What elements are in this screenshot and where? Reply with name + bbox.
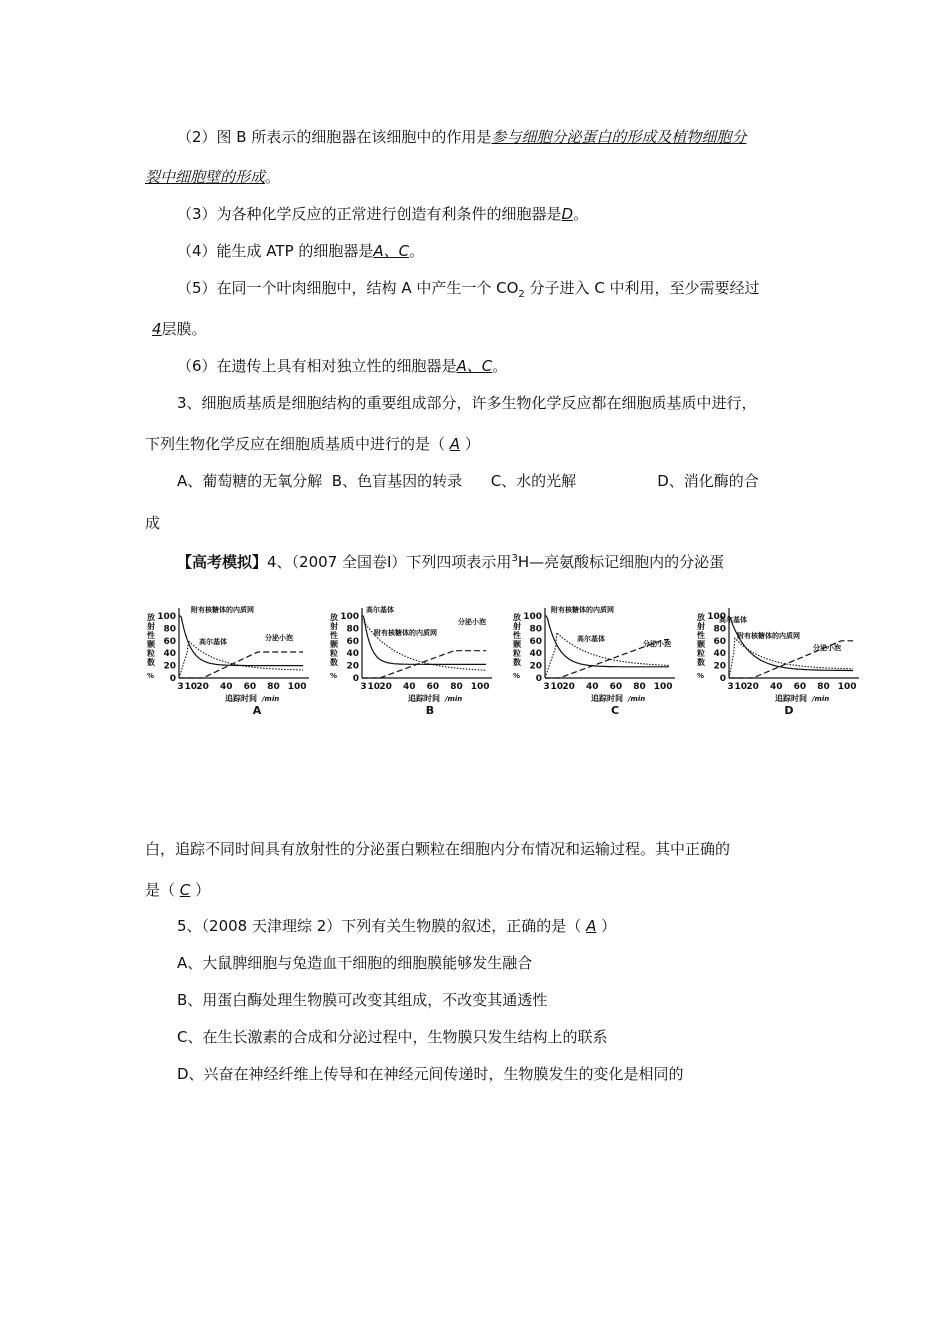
y-label-char: 射 bbox=[147, 622, 155, 631]
y-tick-label: 40 bbox=[346, 649, 359, 660]
q3-stem-prefix: 下列生物化学反应在细胞质基质中进行的是（ bbox=[145, 435, 446, 453]
q3-options: A、葡萄糖的无氧分解 B、色盲基因的转录 C、水的光解 D、消化酶的合 bbox=[177, 472, 759, 490]
q2-s2-line2 bbox=[145, 166, 280, 188]
curve-golgi bbox=[362, 619, 486, 670]
label-vesicle: 分泌小泡 bbox=[458, 618, 486, 626]
y-label-char: 粒 bbox=[513, 649, 521, 658]
label-vesicle: 分泌小泡 bbox=[265, 634, 293, 642]
q5-option-b: B、用蛋白酶处理生物膜可改变其组成，不改变其通透性 bbox=[177, 991, 548, 1009]
panel-label: D bbox=[784, 704, 794, 717]
y-label-char: 粒 bbox=[147, 649, 155, 658]
y-label-char: 性 bbox=[513, 631, 521, 640]
q4-answer: C bbox=[179, 881, 191, 899]
q4-stem-line3 bbox=[145, 879, 210, 901]
q2-s4-line bbox=[177, 240, 424, 262]
x-tick-label: 40 bbox=[586, 682, 599, 692]
q3-stem-end: ） bbox=[464, 435, 480, 453]
y-tick-label: 0 bbox=[169, 674, 176, 684]
panel-label: C bbox=[610, 704, 620, 717]
y-label-unit: % bbox=[697, 672, 705, 680]
label-golgi: 高尔基体 bbox=[719, 616, 747, 624]
y-tick-label: 0 bbox=[352, 674, 359, 684]
x-tick-label: 3 bbox=[177, 682, 184, 692]
y-tick-label: 40 bbox=[529, 649, 542, 660]
x-axis-unit: /min bbox=[262, 695, 280, 703]
x-tick-label: 20 bbox=[196, 682, 209, 692]
y-label-unit: % bbox=[330, 672, 338, 680]
q4-stem-rest: H—亮氨酸标记细胞内的分泌蛋 bbox=[517, 553, 725, 571]
x-tick-label: 3 bbox=[543, 682, 550, 692]
x-tick-label: 60 bbox=[426, 682, 440, 692]
q2-s5-prefix: （5）在同一个叶肉细胞中，结构 A 中产生一个 CO bbox=[177, 279, 519, 297]
figure-panel-c bbox=[509, 598, 681, 726]
y-label-char: 性 bbox=[697, 631, 705, 640]
y-tick-label: 60 bbox=[346, 636, 359, 647]
y-label-char: 颗 bbox=[697, 640, 705, 649]
y-tick-label: 20 bbox=[163, 661, 176, 672]
q2-s4-end: 。 bbox=[409, 242, 425, 260]
y-tick-label: 100 bbox=[157, 612, 176, 622]
x-tick-label: 80 bbox=[450, 682, 463, 692]
figure-panel-a bbox=[143, 598, 315, 726]
q2-s5-end: 层膜。 bbox=[161, 320, 207, 338]
q5-stem-prefix: 5、（2008 天津理综 2）下列有关生物膜的叙述，正确的是（ bbox=[177, 917, 582, 935]
q3-answer: A bbox=[449, 435, 461, 453]
y-label-char: 射 bbox=[697, 622, 705, 631]
y-label-char: 放 bbox=[147, 613, 155, 622]
y-label-char: 性 bbox=[330, 631, 338, 640]
y-tick-label: 60 bbox=[529, 636, 542, 647]
q2-s5-line2 bbox=[152, 318, 207, 340]
figure-panel-d bbox=[693, 598, 865, 726]
y-label-char: 数 bbox=[697, 658, 705, 667]
x-tick-label: 80 bbox=[633, 682, 646, 692]
q2-s5-line1 bbox=[177, 277, 760, 306]
q2-s3-line bbox=[177, 203, 588, 225]
q2-s6-line bbox=[177, 355, 507, 377]
x-axis-label: 追踪时间 bbox=[408, 694, 440, 703]
q2-s2-answer-a: 参与细胞分泌蛋白的形成及植物细胞分 bbox=[491, 128, 747, 146]
x-tick-label: 80 bbox=[817, 682, 830, 692]
q2-s2-end: 。 bbox=[265, 168, 281, 186]
x-axis-label: 追踪时间 bbox=[775, 694, 807, 703]
q5-answer: A bbox=[586, 917, 597, 935]
q4-stem-line3-end: ） bbox=[195, 881, 211, 899]
x-tick-label: 10 bbox=[550, 682, 564, 692]
x-axis-label: 追踪时间 bbox=[591, 694, 623, 703]
q5-stem-end: ） bbox=[601, 917, 617, 935]
y-tick-label: 80 bbox=[346, 624, 359, 635]
x-tick-label: 40 bbox=[220, 682, 233, 692]
y-tick-label: 40 bbox=[713, 649, 726, 660]
q3-stem-line2 bbox=[145, 433, 480, 455]
q5-stem bbox=[177, 915, 616, 937]
q2-s2-line1 bbox=[177, 126, 746, 148]
x-tick-label: 40 bbox=[403, 682, 416, 692]
label-golgi: 高尔基体 bbox=[366, 606, 394, 614]
label-golgi: 高尔基体 bbox=[199, 638, 227, 646]
q4-stem-line1 bbox=[177, 548, 724, 573]
y-label-char: 性 bbox=[147, 631, 155, 640]
y-tick-label: 60 bbox=[713, 636, 726, 647]
y-label-char: 放 bbox=[513, 613, 521, 622]
q2-s5-answer: 4 bbox=[152, 320, 162, 338]
label-vesicle: 分泌小泡 bbox=[813, 644, 841, 652]
q4-stem-line2: 白，追踪不同时间具有放射性的分泌蛋白颗粒在细胞内分布情况和运输过程。其中正确的 bbox=[145, 840, 731, 858]
q2-s6-end: 。 bbox=[492, 357, 508, 375]
panel-label: A bbox=[252, 704, 262, 717]
y-tick-label: 60 bbox=[163, 636, 176, 647]
y-label-char: 颗 bbox=[330, 640, 338, 649]
q5-option-d: D、兴奋在神经纤维上传导和在神经元间传递时，生物膜发生的变化是相同的 bbox=[177, 1065, 684, 1083]
y-label-char: 射 bbox=[513, 622, 521, 631]
x-axis-unit: /min bbox=[812, 695, 830, 703]
figure-panel-b bbox=[326, 598, 498, 726]
y-label-unit: % bbox=[513, 672, 521, 680]
x-tick-label: 20 bbox=[379, 682, 392, 692]
x-tick-label: 100 bbox=[470, 682, 490, 692]
q3-options-wrap: 成 bbox=[145, 514, 161, 532]
x-tick-label: 10 bbox=[184, 682, 198, 692]
q2-s3-prefix: （3）为各种化学反应的正常进行创造有利条件的细胞器是 bbox=[177, 205, 562, 223]
y-tick-label: 20 bbox=[529, 661, 542, 672]
y-label-unit: % bbox=[147, 672, 155, 680]
x-axis-label: 追踪时间 bbox=[225, 694, 257, 703]
q4-stem-prefix: 4、（2007 全国卷Ⅰ）下列四项表示用 bbox=[267, 553, 512, 571]
y-label-char: 射 bbox=[330, 622, 338, 631]
q5-option-a: A、大鼠脾细胞与兔造血干细胞的细胞膜能够发生融合 bbox=[177, 954, 533, 972]
panel-label: B bbox=[425, 704, 435, 717]
x-tick-label: 80 bbox=[267, 682, 280, 692]
y-label-char: 颗 bbox=[147, 640, 155, 649]
y-label-char: 颗 bbox=[513, 640, 521, 649]
x-tick-label: 60 bbox=[243, 682, 257, 692]
y-label-char: 数 bbox=[330, 658, 338, 667]
q2-s5-mid: 分子进入 C 中利用，至少需要经过 bbox=[524, 279, 760, 297]
q3-stem-line1: 3、细胞质基质是细胞结构的重要组成部分，许多生物化学反应都在细胞质基质中进行， bbox=[177, 394, 757, 412]
x-tick-label: 20 bbox=[746, 682, 759, 692]
q2-s2-answer-b: 裂中细胞壁的形成 bbox=[145, 168, 266, 186]
y-tick-label: 0 bbox=[719, 674, 726, 684]
x-axis-unit: /min bbox=[628, 695, 646, 703]
x-tick-label: 10 bbox=[734, 682, 748, 692]
y-label-char: 数 bbox=[513, 658, 521, 667]
y-tick-label: 80 bbox=[713, 624, 726, 635]
x-tick-label: 20 bbox=[562, 682, 575, 692]
label-golgi: 高尔基体 bbox=[577, 635, 605, 643]
label-er: 附有核糖体的内质网 bbox=[737, 632, 800, 640]
y-label-char: 粒 bbox=[330, 649, 338, 658]
q4-tag: 【高考模拟】 bbox=[177, 553, 268, 571]
x-axis-unit: /min bbox=[445, 695, 463, 703]
y-tick-label: 40 bbox=[163, 649, 176, 660]
q2-s4-prefix: （4）能生成 ATP 的细胞器是 bbox=[177, 242, 374, 260]
x-tick-label: 100 bbox=[837, 682, 857, 692]
x-tick-label: 10 bbox=[367, 682, 381, 692]
q4-sup: 3 bbox=[511, 553, 518, 564]
y-tick-label: 100 bbox=[523, 612, 542, 622]
y-tick-label: 100 bbox=[340, 612, 359, 622]
label-er: 附有核糖体的内质网 bbox=[374, 629, 437, 637]
q2-s6-answer: A、C bbox=[456, 357, 493, 375]
q4-stem-line3-prefix: 是（ bbox=[145, 881, 176, 899]
q5-option-c: C、在生长激素的合成和分泌过程中，生物膜只发生结构上的联系 bbox=[177, 1028, 608, 1046]
y-tick-label: 20 bbox=[346, 661, 359, 672]
y-label-char: 放 bbox=[697, 613, 705, 622]
q2-s5-sub: 2 bbox=[518, 289, 525, 300]
y-label-char: 数 bbox=[147, 658, 155, 667]
x-tick-label: 100 bbox=[287, 682, 307, 692]
y-tick-label: 0 bbox=[535, 674, 542, 684]
x-tick-label: 60 bbox=[609, 682, 623, 692]
q2-s3-end: 。 bbox=[573, 205, 589, 223]
y-tick-label: 80 bbox=[529, 624, 542, 635]
y-label-char: 放 bbox=[330, 613, 338, 622]
x-tick-label: 3 bbox=[360, 682, 367, 692]
y-tick-label: 20 bbox=[713, 661, 726, 672]
x-tick-label: 100 bbox=[653, 682, 673, 692]
y-tick-label: 80 bbox=[163, 624, 176, 635]
label-er: 附有核糖体的内质网 bbox=[191, 606, 254, 614]
q4-figures bbox=[143, 598, 863, 728]
y-label-char: 粒 bbox=[697, 649, 705, 658]
x-tick-label: 40 bbox=[770, 682, 783, 692]
q2-s4-answer: A、C bbox=[373, 242, 410, 260]
q2-s3-answer: D bbox=[561, 205, 574, 223]
x-tick-label: 60 bbox=[793, 682, 807, 692]
label-er: 附有核糖体的内质网 bbox=[551, 606, 614, 614]
q2-s6-prefix: （6）在遗传上具有相对独立性的细胞器是 bbox=[177, 357, 457, 375]
label-vesicle: 分泌小泡 bbox=[643, 640, 671, 648]
q2-s2-prefix: （2）图 B 所表示的细胞器在该细胞中的作用是 bbox=[177, 128, 492, 146]
x-tick-label: 3 bbox=[727, 682, 734, 692]
y-tick-label: 100 bbox=[707, 612, 726, 622]
